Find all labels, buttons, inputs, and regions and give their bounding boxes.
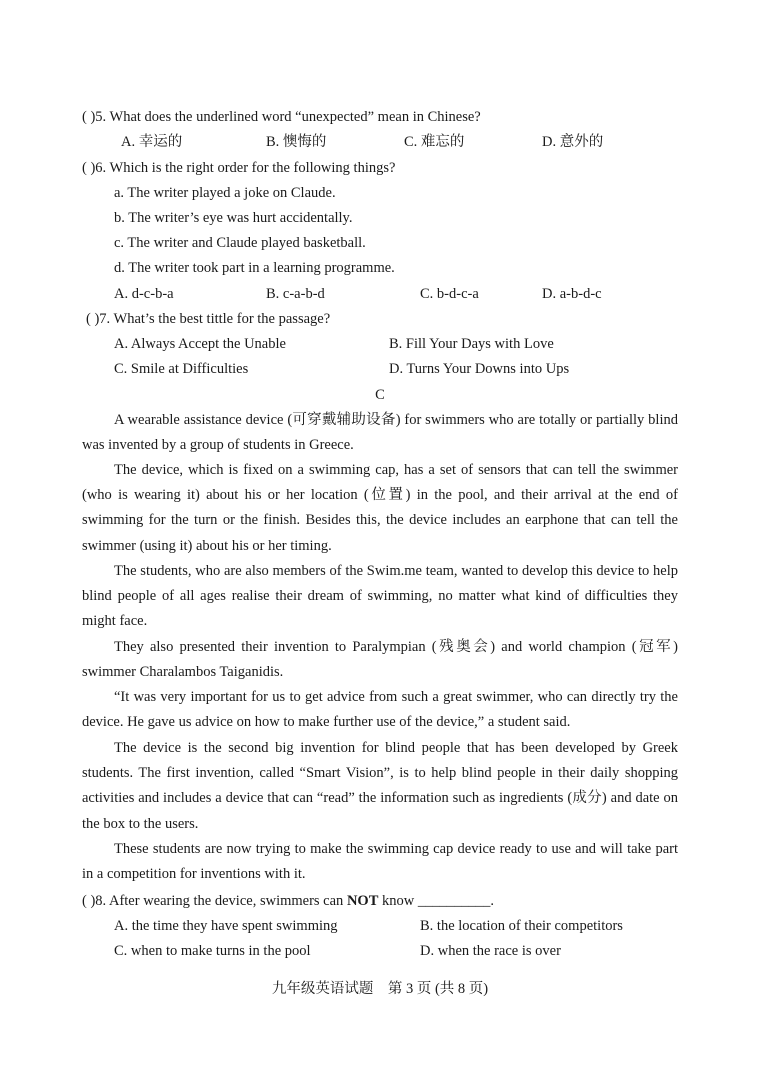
question-6-stem: ( )6. Which is the right order for the following things? xyxy=(82,160,396,176)
question-8-stem-after: know __________. xyxy=(378,893,494,909)
section-c-heading: C xyxy=(375,387,385,403)
passage-paragraph-7: These students are now trying to make the swimming cap device ready to use and will take part in a competition for inventions with it. xyxy=(82,841,678,883)
question-7-option-a: A. Always Accept the Unable xyxy=(114,336,286,352)
question-6-event-d: d. The writer took part in a learning programme. xyxy=(114,260,395,276)
question-6-option-d: D. a-b-d-c xyxy=(542,286,602,302)
passage-paragraph-6: The device is the second big invention for blind people that has been developed by Greek students. The first invention, called “Smart Vision”, is to help blind people in their daily shopping activities and includes a device that can “read” the information such as ingredients (成分) and date on the box to the users. xyxy=(82,740,678,832)
passage-paragraph-1: A wearable assistance device (可穿戴辅助设备) for swimmers who are totally or partially blind was invented by a group of students in Greece. xyxy=(82,412,678,454)
question-8-stem xyxy=(82,892,494,910)
question-7-option-b: B. Fill Your Days with Love xyxy=(389,336,554,352)
passage-paragraph-2: The device, which is fixed on a swimming cap, has a set of sensors that can tell the swimmer (who is wearing it) about his or her location (位置) in the pool, and their arrival at the end of swimming for the turn or the finish. Besides this, the device includes an earphone that can tell the swimmer (using it) about his or her timing. xyxy=(82,462,678,554)
passage-paragraph-3: The students, who are also members of the Swim.me team, wanted to develop this device to help blind people of all ages realise their dream of swimming, no matter what kind of difficulties they might face. xyxy=(82,563,678,630)
question-5-option-d: D. 意外的 xyxy=(542,134,604,150)
question-7-stem: ( )7. What’s the best tittle for the passage? xyxy=(86,311,331,327)
question-5-option-c: C. 难忘的 xyxy=(404,134,465,150)
question-5-stem: ( )5. What does the underlined word “unexpected” mean in Chinese? xyxy=(82,109,481,125)
question-8-stem-before: ( )8. After wearing the device, swimmers can xyxy=(82,893,347,909)
question-6-event-b: b. The writer’s eye was hurt accidentally. xyxy=(114,210,353,226)
question-8-option-d: D. when the race is over xyxy=(420,943,561,959)
question-5-option-a: A. 幸运的 xyxy=(121,134,183,150)
question-8-option-b: B. the location of their competitors xyxy=(420,918,623,934)
passage-paragraph-4: They also presented their invention to Paralympian (残奥会) and world champion (冠军) swimmer Charalambos Taiganidis. xyxy=(82,639,678,681)
question-7-option-d: D. Turns Your Downs into Ups xyxy=(389,361,570,377)
page-footer: 九年级英语试题 第 3 页 (共 8 页) xyxy=(271,981,489,997)
question-6-event-c: c. The writer and Claude played basketball. xyxy=(114,235,366,251)
question-6-option-b: B. c-a-b-d xyxy=(266,286,325,302)
question-6-option-c: C. b-d-c-a xyxy=(420,286,479,302)
question-8-stem-bold: NOT xyxy=(346,893,379,909)
question-8-option-a: A. the time they have spent swimming xyxy=(114,918,338,934)
question-8-option-c: C. when to make turns in the pool xyxy=(114,943,311,959)
question-6-event-a: a. The writer played a joke on Claude. xyxy=(114,185,336,201)
question-6-option-a: A. d-c-b-a xyxy=(114,286,174,302)
question-5-option-b: B. 懊悔的 xyxy=(266,134,327,150)
passage-paragraph-5: “It was very important for us to get advice from such a great swimmer, who can directly try the device. He gave us advice on how to make further use of the device,” a student said. xyxy=(82,689,678,731)
question-7-option-c: C. Smile at Difficulties xyxy=(114,361,249,377)
